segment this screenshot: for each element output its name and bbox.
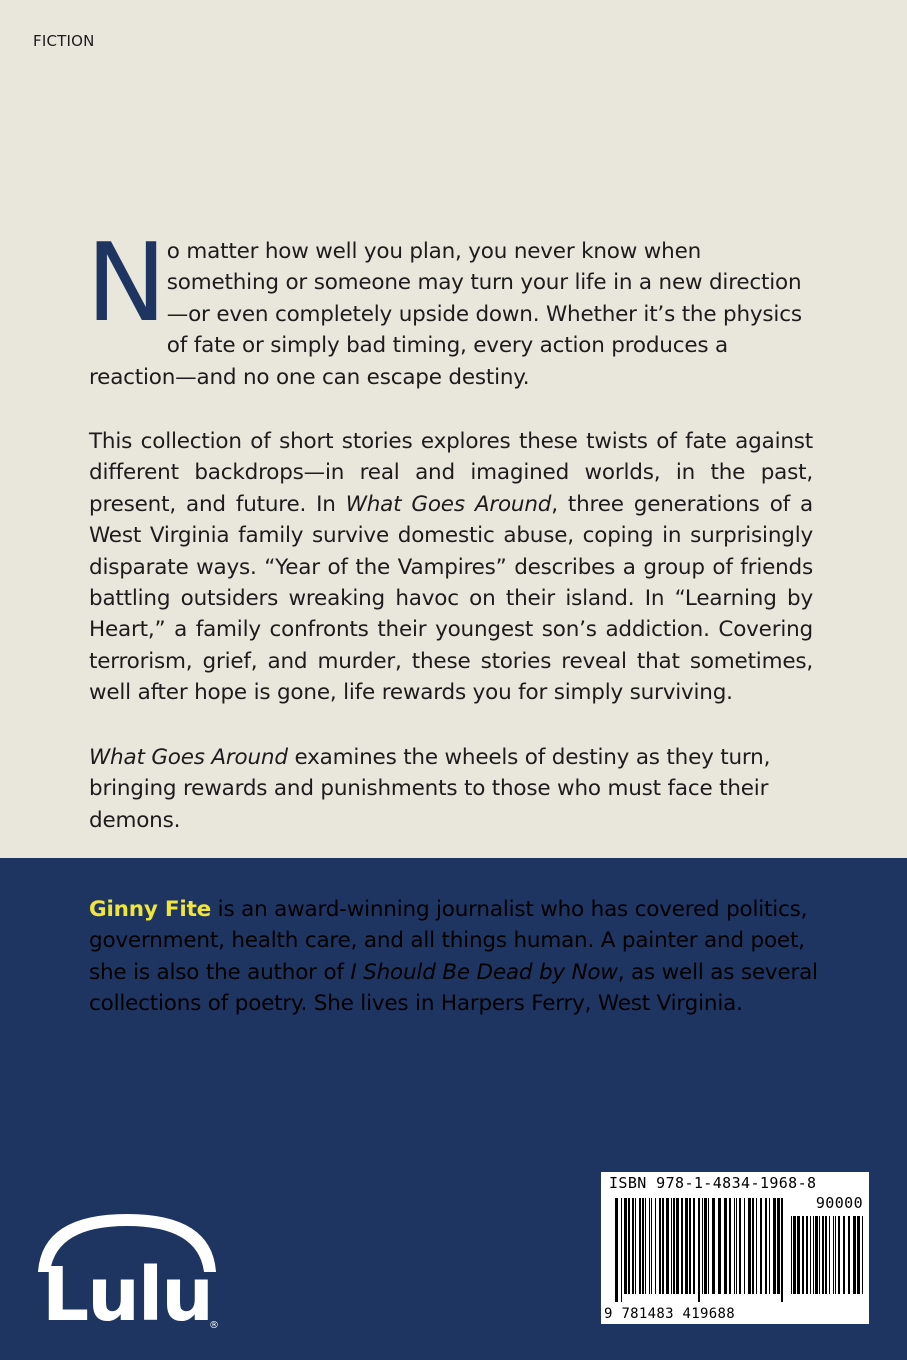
barcode-bar xyxy=(639,1198,641,1294)
barcode-bar xyxy=(729,1198,731,1294)
barcode-bar xyxy=(628,1198,630,1294)
barcode-bar xyxy=(698,1198,700,1302)
author-bio-text-b: , as well as several collections of poetry. She lives in Harpers Ferry, West Virginia. xyxy=(89,959,818,1017)
isbn-label: ISBN 978-1-4834-1968-8 xyxy=(609,1174,817,1192)
barcode-bar xyxy=(829,1216,830,1294)
barcode-bar xyxy=(718,1198,721,1294)
barcode-bar xyxy=(739,1198,741,1294)
lulu-logo-wordmark: Lulu xyxy=(42,1252,212,1335)
addon-barcode-bars xyxy=(791,1216,863,1302)
barcode-bar xyxy=(712,1198,715,1294)
barcode-bar xyxy=(615,1198,618,1302)
barcode-bar xyxy=(838,1216,840,1294)
barcode-bar xyxy=(833,1216,834,1294)
barcode-bar xyxy=(693,1198,695,1294)
barcode-bar xyxy=(797,1216,800,1294)
barcode-bar xyxy=(825,1216,827,1294)
barcode-bar xyxy=(649,1198,650,1294)
barcode-bar xyxy=(748,1198,751,1294)
barcode-bar xyxy=(685,1198,688,1294)
barcode-bar xyxy=(621,1198,622,1302)
barcode-digits: 9 781483 419688 xyxy=(604,1306,735,1322)
barcode-bar xyxy=(645,1198,646,1294)
author-name: Ginny Fite xyxy=(89,897,212,922)
author-bio-text-a: is an award-winning journalist who has covered politics, government, health care, and all things human. A painter and poet, she is also the author of xyxy=(89,897,808,985)
barcode-bar xyxy=(793,1216,796,1294)
book-title-italic-2: What Goes Around xyxy=(89,745,288,770)
barcode-bar xyxy=(651,1198,652,1294)
barcode-bar xyxy=(815,1216,818,1294)
barcode-bar xyxy=(822,1216,824,1294)
barcode-bar xyxy=(671,1198,672,1294)
barcode-bar xyxy=(676,1198,679,1294)
barcode-bars xyxy=(615,1198,783,1302)
barcode-bar xyxy=(781,1198,783,1302)
barcode-bar xyxy=(635,1198,636,1294)
barcode-bar xyxy=(724,1198,727,1294)
blurb-paragraph-1-text: o matter how well you plan, you never know when something or someone may turn your life in a new direction—or even completely upside down. Whether it’s the physics of fate or simply bad timing, every action produces a reaction—and no one can escape destiny. xyxy=(89,239,802,390)
barcode-bar xyxy=(760,1198,762,1294)
barcode-bar xyxy=(765,1198,767,1294)
barcode-bar xyxy=(777,1198,780,1294)
barcode-bar xyxy=(853,1216,856,1294)
barcode-bar xyxy=(744,1198,745,1294)
barcode-bar xyxy=(702,1198,703,1294)
isbn-barcode xyxy=(601,1172,869,1324)
other-book-title: I Should Be Dead by Now xyxy=(350,959,618,985)
barcode-bar xyxy=(802,1216,804,1294)
barcode-bar xyxy=(662,1198,664,1294)
genre-label: FICTION xyxy=(33,32,95,50)
blurb-paragraph-2 xyxy=(89,426,813,709)
blurb-paragraph-2-text-a: This collection of short stories explores these twists of fate against different backdrops—in real and imagined worlds, in the past, present, and future. In xyxy=(89,429,813,517)
barcode-bar xyxy=(642,1198,644,1294)
barcode-bar xyxy=(704,1198,707,1294)
barcode-bar xyxy=(734,1198,735,1294)
blurb-paragraph-3-text: examines the wheels of destiny as they turn, bringing rewards and punishments to those who must face their demons. xyxy=(89,745,771,833)
barcode-bar xyxy=(810,1216,811,1294)
lulu-registered-mark: ® xyxy=(209,1320,219,1331)
barcode-bar xyxy=(857,1216,860,1294)
barcode-bar xyxy=(769,1198,770,1294)
barcode-bar xyxy=(756,1198,757,1294)
barcode-bar xyxy=(632,1198,634,1294)
barcode-bar xyxy=(835,1216,836,1294)
barcode-bar xyxy=(736,1198,737,1294)
drop-cap: N xyxy=(86,221,161,346)
barcode-bar xyxy=(689,1198,691,1294)
barcode-bar xyxy=(848,1216,850,1294)
barcode-bar xyxy=(819,1216,820,1294)
blurb-paragraph-2-text-b: , three generations of a West Virginia family survive domestic abuse, coping in surprisingly disparate ways. “Year of the Vampires” describes a group of friends battling outsiders wreaking havoc on their island. In “Learning by Heart,” a family confronts their youngest son’s addiction. Covering terrorism, grief, and murder, these stories reveal that sometimes, well after hope is gone, life rewards you for simply surviving. xyxy=(89,491,813,706)
barcode-bar xyxy=(708,1198,709,1294)
price-code: 90000 xyxy=(815,1194,863,1212)
barcode-bar xyxy=(666,1198,669,1294)
lulu-logo xyxy=(32,1210,222,1335)
barcode-bar xyxy=(659,1198,661,1294)
barcode-bar xyxy=(681,1198,683,1294)
blurb-paragraph-3 xyxy=(89,742,813,836)
barcode-bar xyxy=(843,1216,845,1294)
book-title-italic: What Goes Around xyxy=(345,491,552,517)
blurb-paragraph-1 xyxy=(86,221,813,393)
barcode-bar xyxy=(862,1216,863,1294)
barcode-bar xyxy=(791,1216,792,1294)
barcode-bar xyxy=(813,1216,814,1294)
barcode-bar xyxy=(624,1198,627,1294)
barcode-bar xyxy=(773,1198,776,1294)
barcode-bar xyxy=(655,1198,656,1294)
barcode-bar xyxy=(673,1198,675,1294)
barcode-bar xyxy=(752,1198,754,1294)
barcode-bar xyxy=(806,1216,808,1294)
author-bio xyxy=(89,894,819,1020)
